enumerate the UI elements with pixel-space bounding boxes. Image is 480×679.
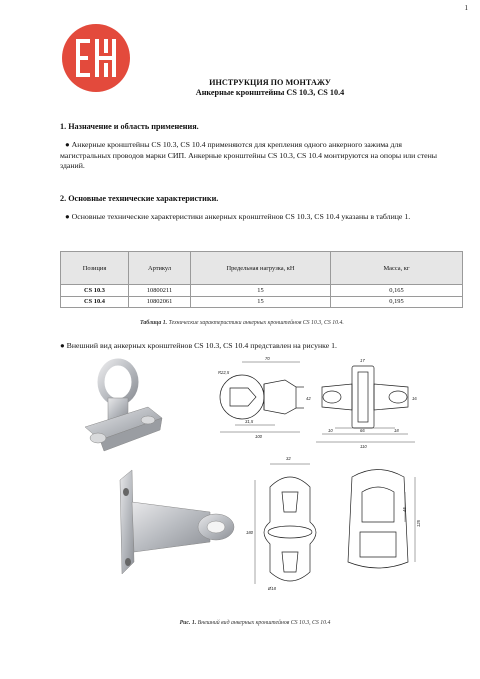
dim-70: 70 bbox=[265, 356, 270, 361]
table-cell: CS 10.4 bbox=[61, 296, 129, 308]
section-1-heading: 1. Назначение и область применения. bbox=[60, 122, 199, 131]
table-header: Позиция bbox=[61, 252, 129, 285]
dim-110: 110 bbox=[360, 444, 367, 449]
bracket-figure bbox=[60, 352, 460, 612]
table-header: Масса, кг bbox=[331, 252, 463, 285]
dim-180: 180 bbox=[246, 530, 253, 535]
dim-315: 31,5 bbox=[245, 419, 254, 424]
section-1-text: ● Анкерные кронштейны CS 10.3, CS 10.4 применяются для крепления одного анкерного зажима для магистральных проводов марки СИП. Анкерные кронштейны CS 10.3, CS 10.4 монтируются на опоры или стены зданий. bbox=[60, 140, 437, 170]
table-cell: 15 bbox=[191, 296, 331, 308]
table-header-row bbox=[61, 252, 463, 285]
table-cell: 15 bbox=[191, 285, 331, 297]
dim-32: 32 bbox=[286, 456, 291, 461]
table-cell: 0,165 bbox=[331, 285, 463, 297]
dim-r225: R22,5 bbox=[218, 370, 230, 375]
figure-intro-text: ● Внешний вид анкерных кронштейнов CS 10.3, CS 10.4 представлен на рисунке 1. bbox=[60, 341, 337, 350]
section-2-text: ● Основные технические характеристики анкерных кронштейнов CS 10.3, CS 10.4 указаны в таблице 1. bbox=[65, 212, 411, 221]
dim-45: 45 bbox=[402, 507, 407, 512]
table-cell: CS 10.3 bbox=[61, 285, 129, 297]
dim-d18: Ø18 bbox=[268, 586, 276, 591]
table-caption-text: Технические характеристики анкерных кронштейнов CS 10.3, CS 10.4. bbox=[168, 320, 344, 326]
table-header: Артикул bbox=[129, 252, 191, 285]
dim-10: 10 bbox=[328, 428, 333, 433]
dim-125: 125 bbox=[416, 520, 421, 527]
figure-caption-text: Внешний вид анкерных кронштейнов CS 10.3, CS 10.4 bbox=[197, 620, 331, 626]
spec-table bbox=[60, 251, 463, 308]
table-caption bbox=[140, 320, 344, 326]
cs103-photo bbox=[85, 362, 162, 451]
table-row bbox=[61, 285, 463, 297]
cs104-photo bbox=[120, 470, 234, 574]
table-header: Предельная нагрузка, кН bbox=[191, 252, 331, 285]
title-line-1: ИНСТРУКЦИЯ ПО МОНТАЖУ bbox=[209, 78, 331, 87]
dim-66: 66 bbox=[360, 428, 365, 433]
dim-18: 18 bbox=[394, 428, 399, 433]
document-title bbox=[0, 78, 480, 98]
figure-caption bbox=[0, 620, 480, 626]
table-row bbox=[61, 296, 463, 308]
figure-caption-label: Рис. 1. bbox=[179, 620, 197, 626]
title-line-2: Анкерные кронштейны CS 10.3, CS 10.4 bbox=[195, 88, 345, 97]
table-cell: 0,195 bbox=[331, 296, 463, 308]
section-2-heading: 2. Основные технические характеристики. bbox=[60, 194, 219, 203]
cs104-drawing-front bbox=[255, 464, 316, 584]
dim-16: 16 bbox=[412, 396, 417, 401]
cs103-drawing-front bbox=[220, 362, 304, 432]
dim-42: 42 bbox=[306, 396, 311, 401]
dim-17: 17 bbox=[360, 358, 365, 363]
cs104-drawing-side bbox=[348, 470, 415, 569]
dim-100: 100 bbox=[255, 434, 262, 439]
table-caption-label: Таблица 1. bbox=[140, 320, 168, 326]
page-number: 1 bbox=[464, 4, 468, 12]
table-cell: 10800211 bbox=[129, 285, 191, 297]
table-cell: 10802061 bbox=[129, 296, 191, 308]
